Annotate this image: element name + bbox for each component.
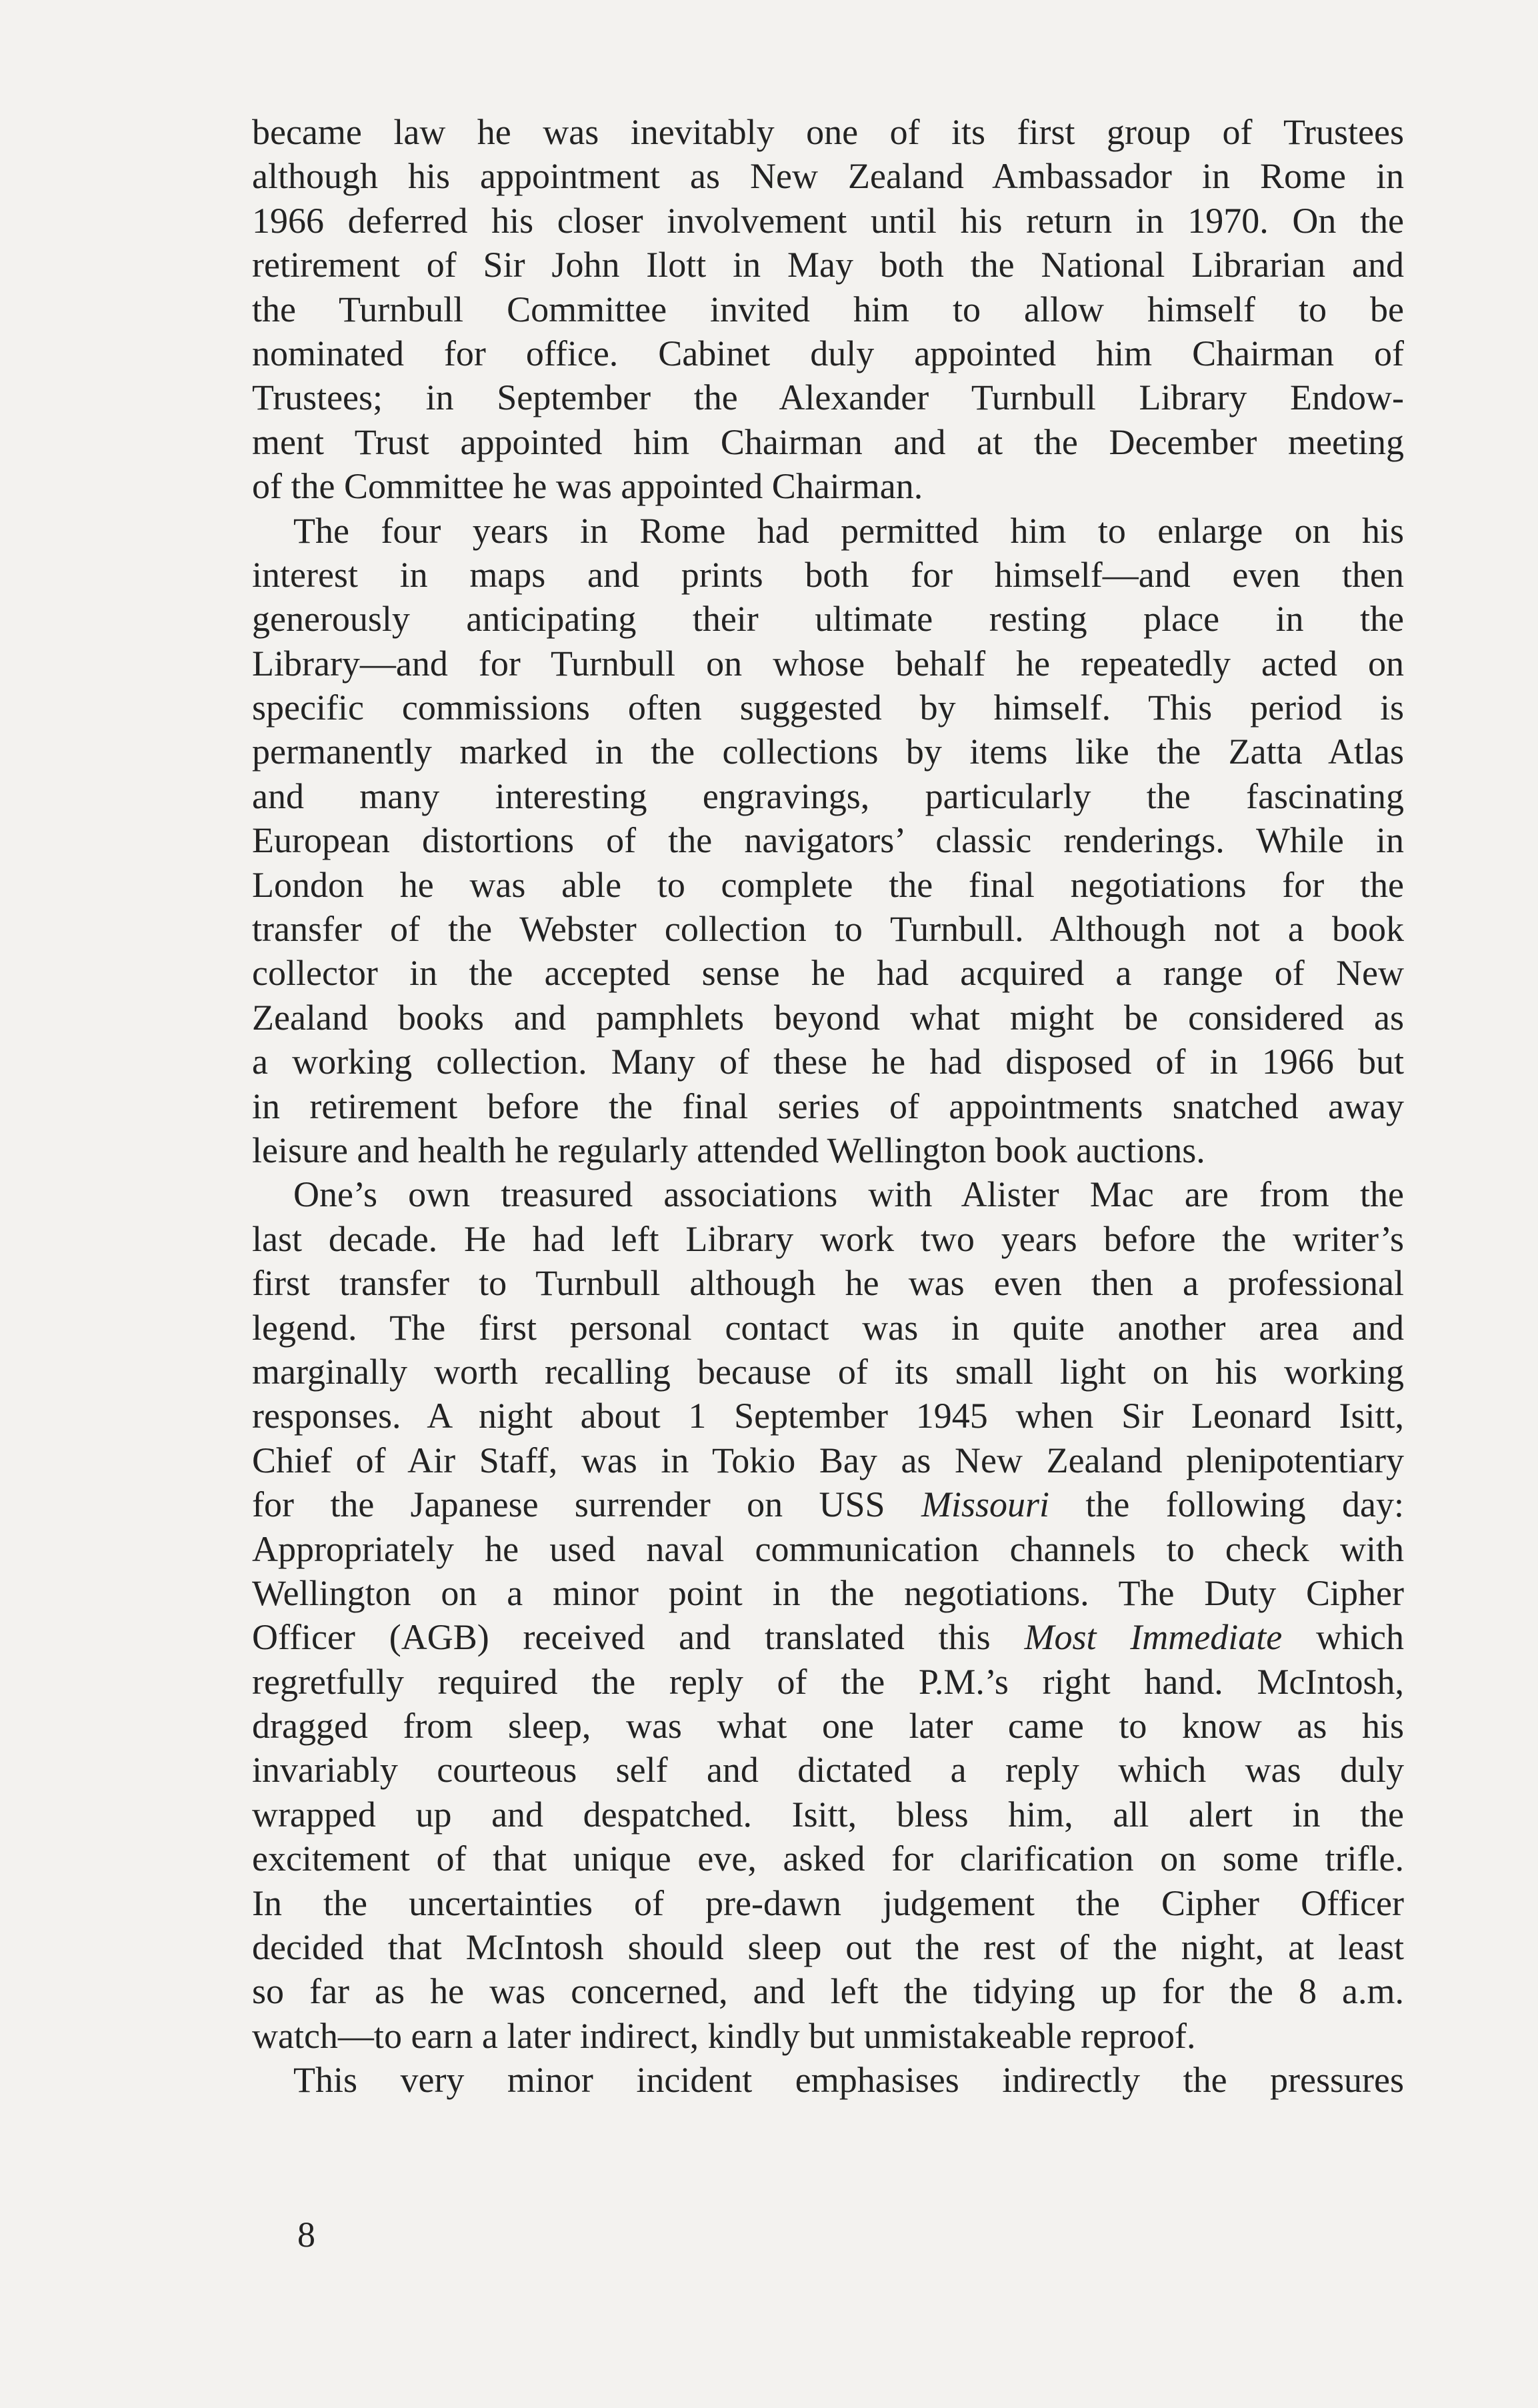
text-line: nominated for office. Cabinet duly appointed him Chairman of — [252, 333, 1404, 373]
text-line: specific commissions often suggested by himself. This period is — [252, 688, 1404, 728]
text-segment: Officer (AGB) received and translated this — [252, 1617, 1025, 1658]
text-line: the Turnbull Committee invited him to allow himself to be — [252, 289, 1404, 329]
text-line: Appropriately he used naval communication channels to check with — [252, 1528, 1404, 1569]
text-line: excitement of that unique eve, asked for clarification on some trifle. — [252, 1839, 1404, 1879]
text-line: so far as he was concerned, and left the tidying up for the 8 a.m. — [252, 1971, 1404, 2012]
text-line: leisure and health he regularly attended Wellington book auctions. — [252, 1130, 1205, 1170]
text-line: marginally worth recalling because of its small light on his working — [252, 1351, 1404, 1392]
text-line: Trustees; in September the Alexander Turnbull Library Endow- — [252, 377, 1404, 418]
text-line: In the uncertainties of pre-dawn judgement the Cipher Officer — [252, 1883, 1404, 1923]
text-line: One’s own treasured associations with Alister Mac are from the — [293, 1174, 1404, 1215]
text-line: London he was able to complete the final negotiations for the — [252, 864, 1404, 905]
body-text — [252, 110, 1404, 2103]
text-line: Chief of Air Staff, was in Tokio Bay as New Zealand plenipotentiary — [252, 1440, 1404, 1480]
text-line: generously anticipating their ultimate resting place in the — [252, 599, 1404, 640]
text-line: Wellington on a minor point in the negotiations. The Duty Cipher — [252, 1572, 1404, 1613]
text-line — [252, 1482, 1404, 1526]
text-line: in retirement before the final series of appointments snatched away — [252, 1086, 1404, 1126]
page-number: 8 — [297, 2215, 315, 2255]
text-line: ment Trust appointed him Chairman and at the December meeting — [252, 421, 1404, 462]
italic-text: Most Immediate — [1024, 1617, 1283, 1658]
text-line: The four years in Rome had permitted him to enlarge on his — [293, 510, 1404, 551]
text-segment: for the Japanese surrender on USS — [252, 1484, 921, 1525]
text-line: Zealand books and pamphlets beyond what might be considered as — [252, 997, 1404, 1038]
text-line: first transfer to Turnbull although he was even then a professional — [252, 1263, 1404, 1304]
text-line: 1966 deferred his closer involvement until his return in 1970. On the — [252, 200, 1404, 241]
text-line: Library—and for Turnbull on whose behalf he repeatedly acted on — [252, 643, 1404, 684]
text-line: dragged from sleep, was what one later came to know as his — [252, 1706, 1404, 1746]
text-line — [252, 1615, 1404, 1659]
text-line: decided that McIntosh should sleep out the rest of the night, at least — [252, 1927, 1404, 1968]
text-line: transfer of the Webster collection to Turnbull. Although not a book — [252, 909, 1404, 950]
text-line: collector in the accepted sense he had acquired a range of New — [252, 953, 1404, 994]
text-line: This very minor incident emphasises indirectly the pressures — [293, 2060, 1404, 2101]
text-line: watch—to earn a later indirect, kindly but unmistakeable reproof. — [252, 2015, 1196, 2056]
text-line: legend. The first personal contact was in quite another area and — [252, 1307, 1404, 1348]
text-line: retirement of Sir John Ilott in May both the National Librarian and — [252, 245, 1404, 285]
text-line: permanently marked in the collections by items like the Zatta Atlas — [252, 732, 1404, 772]
text-line: interest in maps and prints both for himself—and even then — [252, 554, 1404, 595]
text-line: European distortions of the navigators’ classic renderings. While in — [252, 820, 1404, 861]
text-line: invariably courteous self and dictated a reply which was duly — [252, 1750, 1404, 1790]
text-line: regretfully required the reply of the P.M.’s right hand. McIntosh, — [252, 1661, 1404, 1702]
italic-text: Missouri — [921, 1484, 1049, 1525]
text-line: wrapped up and despatched. Isitt, bless him, all alert in the — [252, 1794, 1404, 1835]
text-line: became law he was inevitably one of its first group of Trustees — [252, 112, 1404, 152]
text-segment: which — [1282, 1617, 1405, 1658]
text-line: last decade. He had left Library work two years before the writer’s — [252, 1218, 1404, 1259]
text-line: although his appointment as New Zealand Ambassador in Rome in — [252, 156, 1404, 197]
text-line: of the Committee he was appointed Chairman. — [252, 466, 923, 507]
text-line: responses. A night about 1 September 1945 when Sir Leonard Isitt, — [252, 1396, 1404, 1436]
text-line: and many interesting engravings, particularly the fascinating — [252, 776, 1404, 816]
text-line: a working collection. Many of these he had disposed of in 1966 but — [252, 1042, 1404, 1082]
text-segment: the following day: — [1049, 1484, 1405, 1525]
